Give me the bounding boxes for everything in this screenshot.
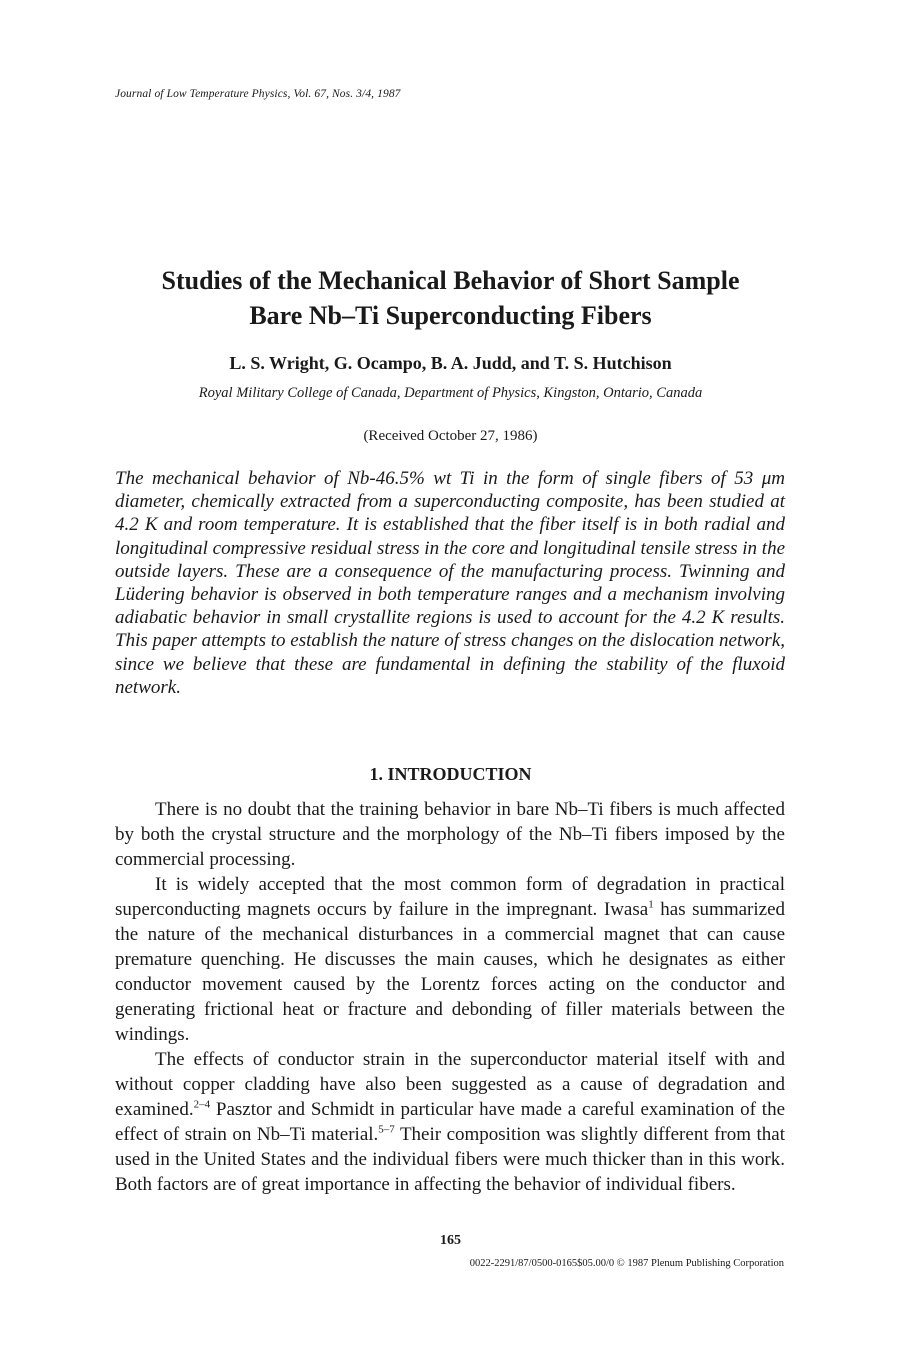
copyright-footer: 0022-2291/87/0500-0165$05.00/0 © 1987 Plenum Publishing Corporation (469, 1258, 784, 1269)
title-line-1: Studies of the Mechanical Behavior of Short Sample (161, 266, 740, 295)
title-line-2: Bare Nb–Ti Superconducting Fibers (249, 301, 652, 330)
paragraph-3 (115, 1047, 785, 1197)
abstract: The mechanical behavior of Nb-46.5% wt Ti in the form of single fibers of 53 μm diameter, chemically extracted from a superconducting composite, has been studied at 4.2 K and room temperature. It is established that the fiber itself is in both radial and longitudinal compressive residual stress in the core and longitudinal tensile stress in the outside layers. These are a consequence of the manufacturing process. Twinning and Lüdering behavior is observed in both temperature ranges and a mechanism involving adiabatic behavior in small crystallite regions is used to account for the 4.2 K results. This paper attempts to establish the nature of stress changes on the dislocation network, since we believe that these are fundamental in defining the stability of the fluxoid network. (115, 468, 785, 698)
paragraph-2-text-a: It is widely accepted that the most common form of degradation in practical superconducting magnets occurs by failure in the impregnant. Iwasa (115, 874, 785, 920)
paragraph-2-text-b: has summarized the nature of the mechanical disturbances in a commercial magnet that can cause premature quenching. He discusses the main causes, which he designates as either conductor movement caused by the Lorentz forces acting on the conductor and generating frictional heat or fracture and debonding of filler materials between the windings. (115, 899, 786, 1045)
reference-2-4: 2–4 (193, 1098, 211, 1111)
affiliation: Royal Military College of Canada, Department of Physics, Kingston, Ontario, Canada (198, 385, 703, 401)
received-date: (Received October 27, 1986) (363, 428, 538, 444)
page-number: 165 (440, 1233, 461, 1248)
introduction-body (115, 797, 785, 1197)
paragraph-1: There is no doubt that the training behavior in bare Nb–Ti fibers is much affected by both the crystal structure and the morphology of the Nb–Ti fibers imposed by the commercial processing. (115, 799, 785, 870)
running-head: Journal of Low Temperature Physics, Vol. 67, Nos. 3/4, 1987 (115, 88, 401, 100)
paragraph-3-text-a: The effects of conductor strain in the superconductor material itself with and without copper cladding have also been suggested as a cause of degradation and examined. (115, 1049, 785, 1120)
author-list: L. S. Wright, G. Ocampo, B. A. Judd, and T. S. Hutchison (229, 353, 672, 373)
paper-title (80, 263, 821, 333)
paragraph-2 (115, 872, 785, 1047)
paragraph-3-text-c: Their composition was slightly different from that used in the United States and the individual fibers were much thicker than in this work. Both factors are of great importance in affecting the behavior of individual fibers. (115, 1124, 785, 1195)
paragraph-3-text-b: Pasztor and Schmidt in particular have made a careful examination of the effect of strain on Nb–Ti material. (115, 1099, 785, 1145)
reference-5-7: 5–7 (378, 1123, 395, 1136)
section-heading-introduction: 1. INTRODUCTION (369, 764, 532, 784)
reference-1: 1 (648, 898, 654, 911)
